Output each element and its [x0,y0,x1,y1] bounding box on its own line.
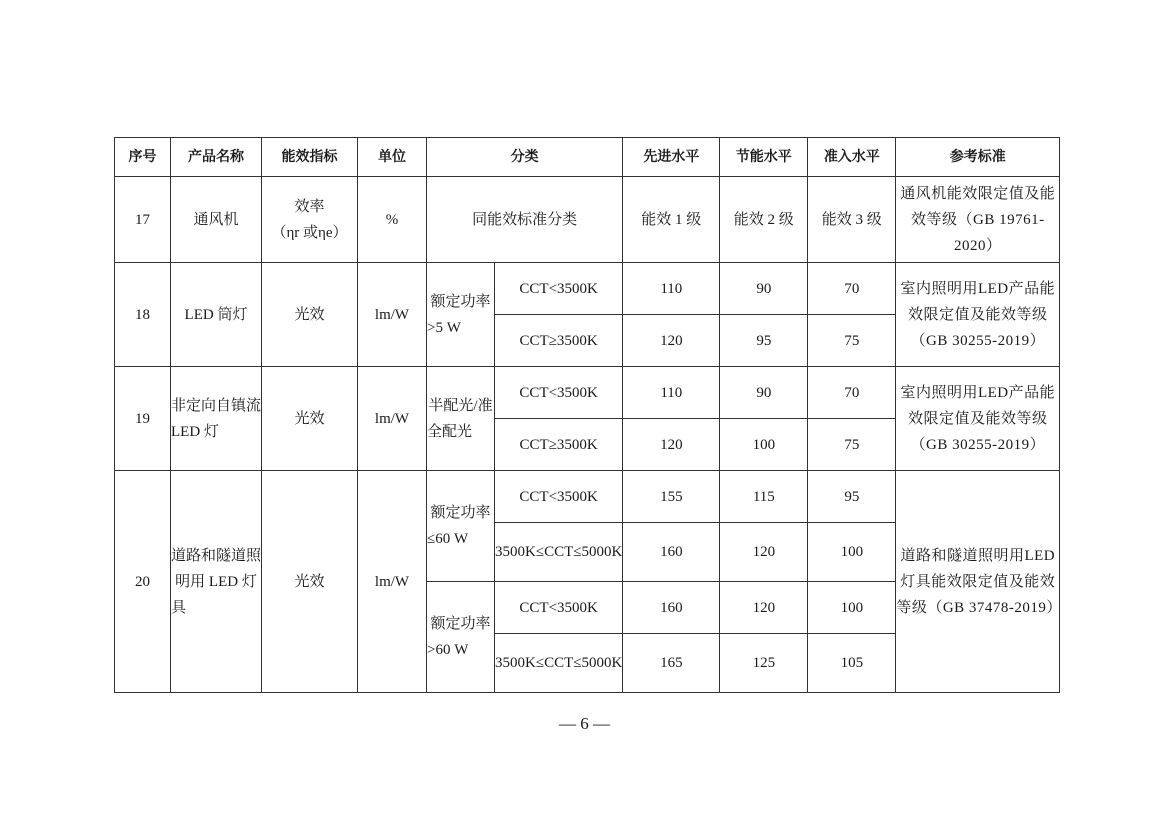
advanced-level: 160 [623,582,720,634]
advanced-level: 165 [623,634,720,693]
col-header-product: 产品名称 [171,138,262,177]
row-no: 17 [115,177,171,263]
unit: lm/W [358,263,427,367]
entry-level: 105 [808,634,896,693]
indicator: 光效 [262,263,358,367]
reference-standard: 室内照明用LED产品能效限定值及能效等级（GB 30255-2019） [896,367,1060,471]
saving-level: 90 [720,263,808,315]
product-name: 通风机 [171,177,262,263]
product-name: 非定向自镇流 LED 灯 [171,367,262,471]
indicator: 光效 [262,471,358,693]
advanced-level: 120 [623,419,720,471]
saving-level: 125 [720,634,808,693]
entry-level: 能效 3 级 [808,177,896,263]
advanced-level: 110 [623,263,720,315]
row-no: 19 [115,367,171,471]
header-row [115,138,1060,177]
indicator [262,177,358,263]
advanced-level: 160 [623,523,720,582]
reference-standard: 室内照明用LED产品能效限定值及能效等级（GB 30255-2019） [896,263,1060,367]
category-group: 额定功率>5 W [427,263,495,367]
col-header-reference: 参考标准 [896,138,1060,177]
reference-standard: 道路和隧道照明用LED 灯具能效限定值及能效等级（GB 37478-2019） [896,471,1060,693]
unit: lm/W [358,367,427,471]
cct-range: 3500K≤CCT≤5000K [495,523,623,582]
entry-level: 100 [808,582,896,634]
entry-level: 95 [808,471,896,523]
cct-range: CCT<3500K [495,471,623,523]
indicator-formula: （ηr 或ηe） [271,224,348,241]
entry-level: 70 [808,367,896,419]
col-header-advanced: 先进水平 [623,138,720,177]
saving-level: 90 [720,367,808,419]
indicator-line: 效率 [294,198,325,215]
entry-level: 100 [808,523,896,582]
cct-range: CCT≥3500K [495,315,623,367]
category-group: 额定功率>60 W [427,582,495,693]
indicator: 光效 [262,367,358,471]
col-header-entry: 准入水平 [808,138,896,177]
cct-range: CCT<3500K [495,367,623,419]
product-name: LED 筒灯 [171,263,262,367]
entry-level: 75 [808,315,896,367]
table-row [115,367,1060,419]
cct-range: 3500K≤CCT≤5000K [495,634,623,693]
saving-level: 能效 2 级 [720,177,808,263]
page-number: — 6 — [559,714,610,733]
col-header-category: 分类 [427,138,623,177]
reference-standard: 通风机能效限定值及能效等级（GB 19761-2020） [896,177,1060,263]
advanced-level: 110 [623,367,720,419]
saving-level: 120 [720,523,808,582]
col-header-unit: 单位 [358,138,427,177]
col-header-indicator: 能效指标 [262,138,358,177]
cct-range: CCT≥3500K [495,419,623,471]
unit: % [358,177,427,263]
cct-range: CCT<3500K [495,582,623,634]
table-row [115,471,1060,523]
row-no: 20 [115,471,171,693]
row-no: 18 [115,263,171,367]
category: 同能效标准分类 [427,177,623,263]
col-header-no: 序号 [115,138,171,177]
entry-level: 75 [808,419,896,471]
advanced-level: 能效 1 级 [623,177,720,263]
category-group: 额定功率≤60 W [427,471,495,582]
table-row [115,263,1060,315]
saving-level: 100 [720,419,808,471]
saving-level: 95 [720,315,808,367]
cct-range: CCT<3500K [495,263,623,315]
entry-level: 70 [808,263,896,315]
product-name: 道路和隧道照明用 LED 灯具 [171,471,262,693]
saving-level: 120 [720,582,808,634]
col-header-saving: 节能水平 [720,138,808,177]
saving-level: 115 [720,471,808,523]
table-row [115,177,1060,263]
energy-efficiency-table [114,137,1060,693]
advanced-level: 155 [623,471,720,523]
unit: lm/W [358,471,427,693]
advanced-level: 120 [623,315,720,367]
category-group: 半配光/准全配光 [427,367,495,471]
